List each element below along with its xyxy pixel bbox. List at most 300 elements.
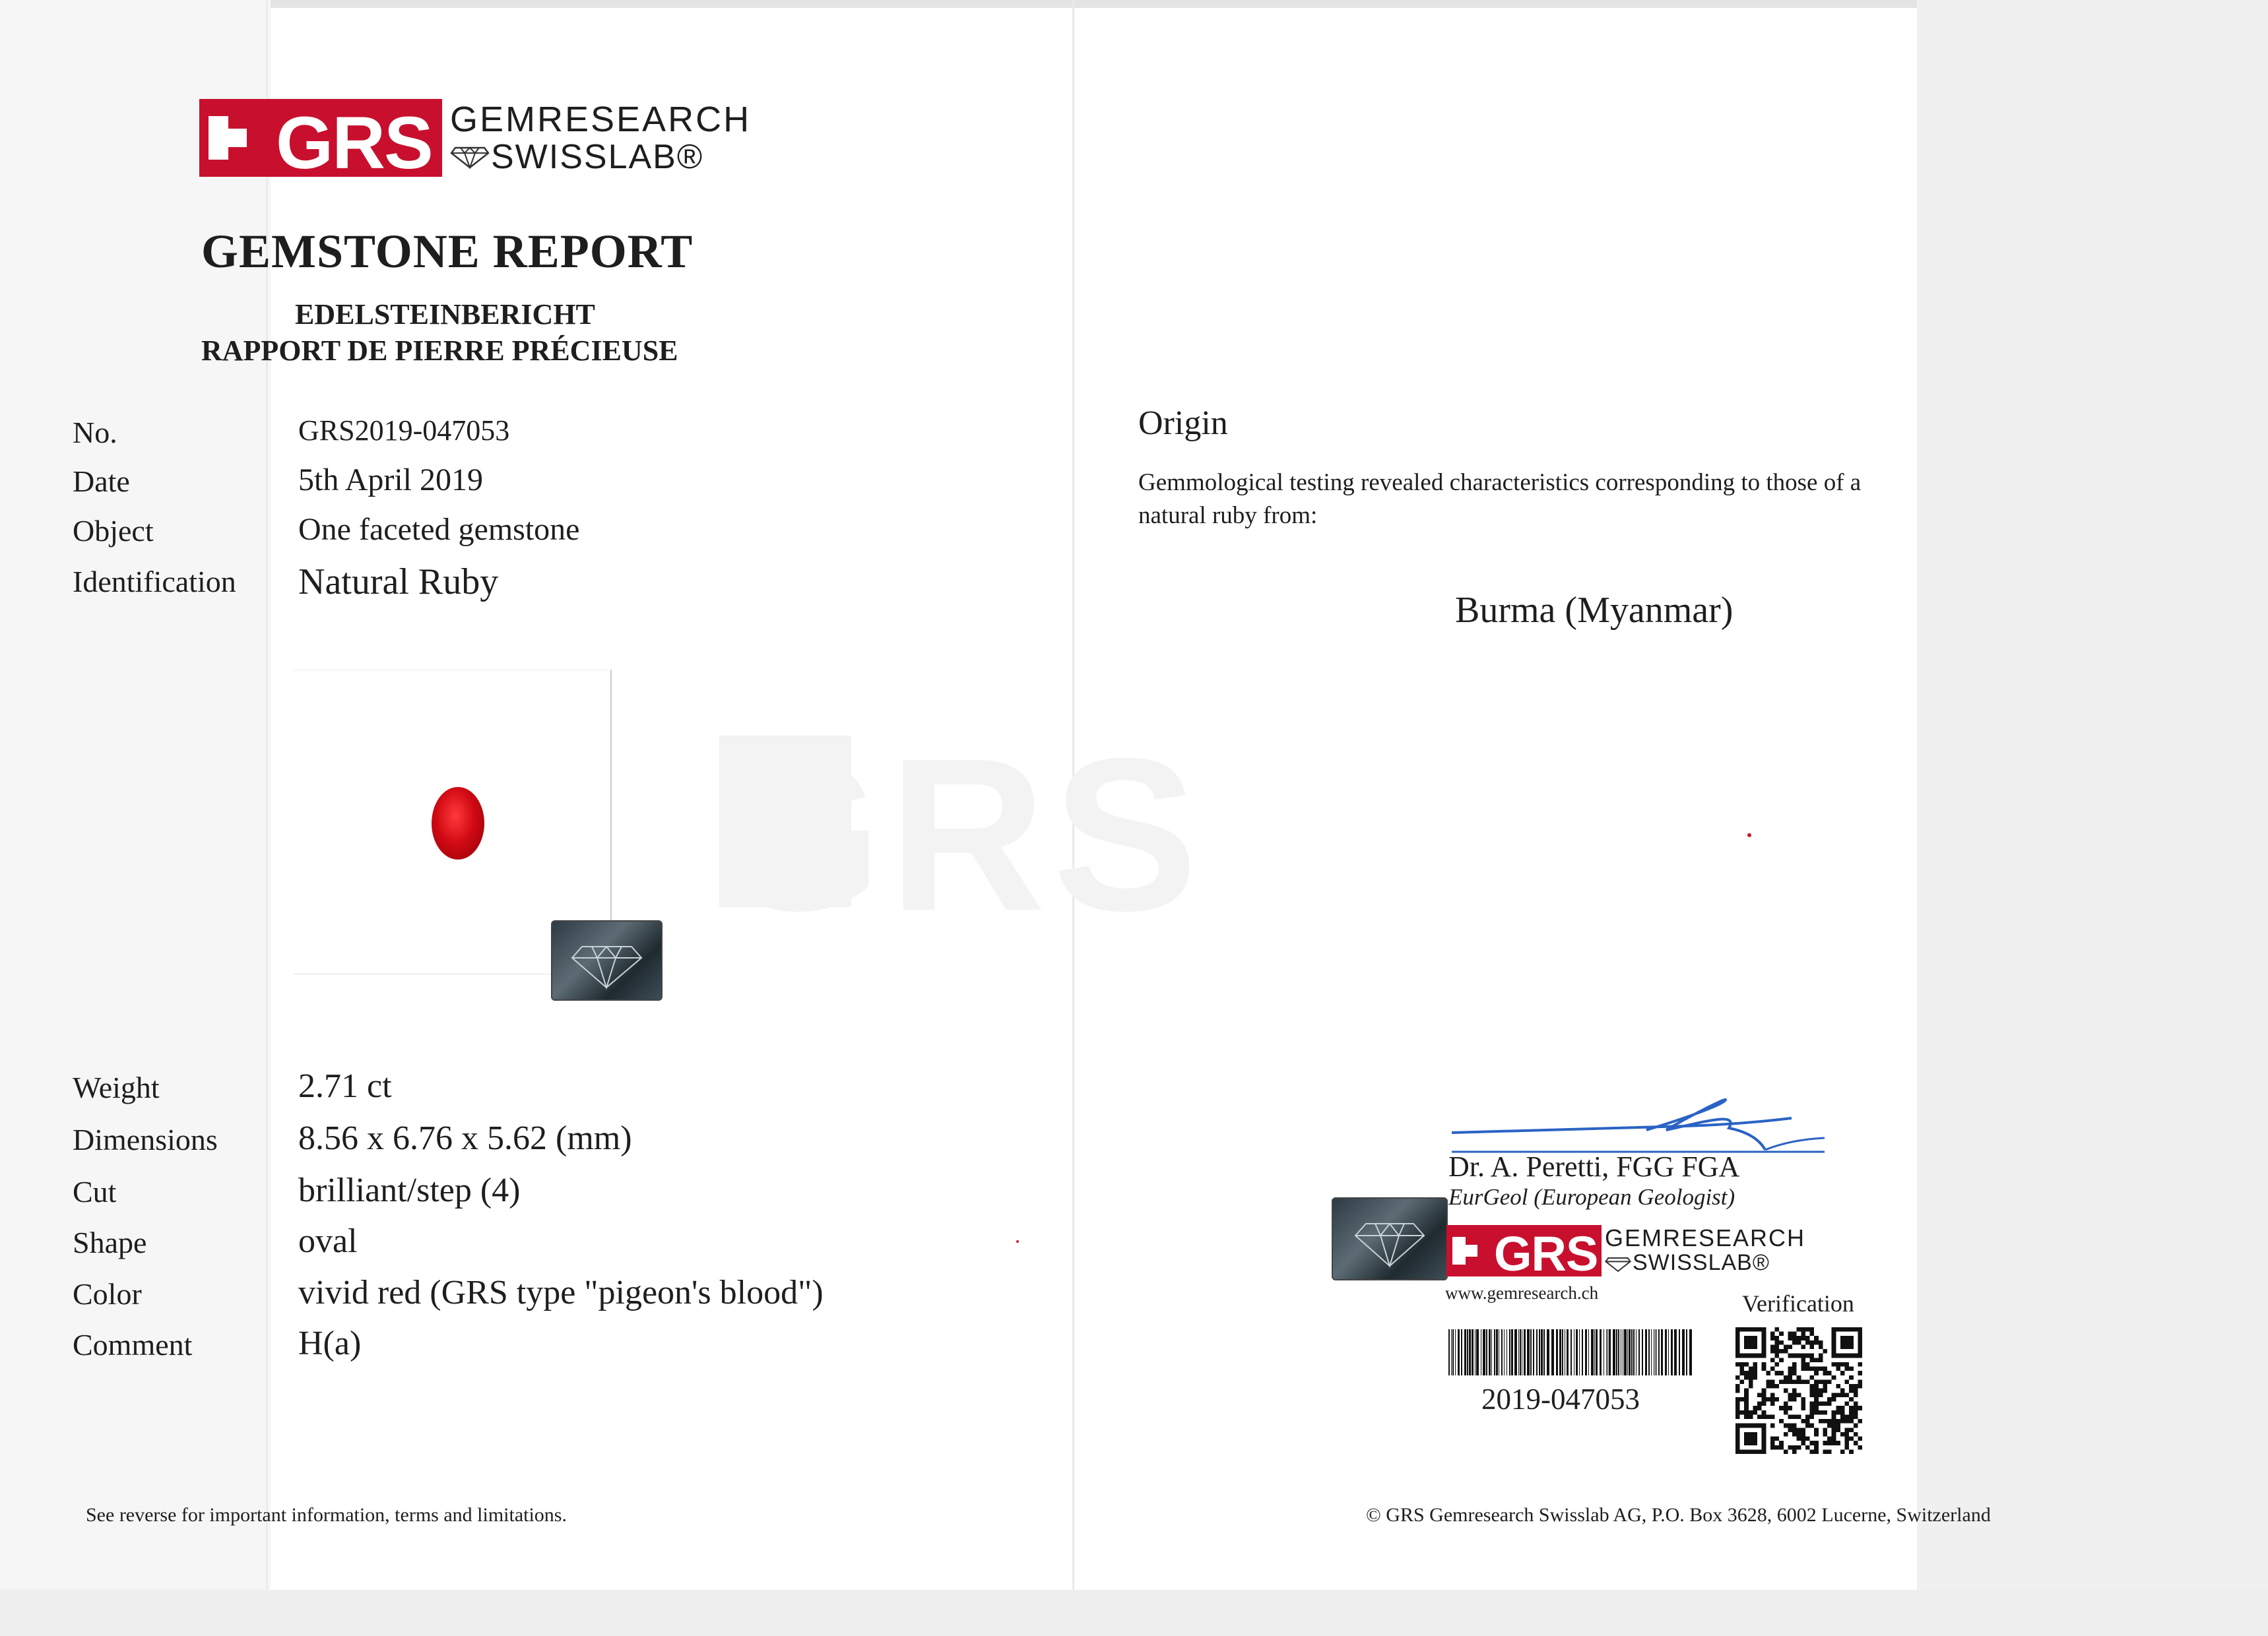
qr-module xyxy=(1858,1354,1862,1358)
qr-module xyxy=(1814,1371,1819,1375)
qr-module xyxy=(1845,1437,1850,1441)
qr-module xyxy=(1849,1449,1854,1454)
qr-module xyxy=(1797,1414,1801,1419)
qr-module xyxy=(1832,1428,1836,1432)
barcode-bar xyxy=(1631,1329,1633,1375)
qr-module xyxy=(1792,1432,1797,1437)
qr-module xyxy=(1801,1406,1805,1410)
qr-module xyxy=(1805,1379,1810,1384)
qr-module xyxy=(1792,1397,1797,1402)
qr-module xyxy=(1749,1336,1753,1340)
qr-module xyxy=(1762,1424,1766,1428)
qr-module xyxy=(1735,1424,1740,1428)
qr-module xyxy=(1823,1428,1827,1432)
diamond-icon xyxy=(1333,1199,1446,1279)
qr-module xyxy=(1762,1402,1766,1406)
barcode-bar xyxy=(1633,1329,1635,1375)
qr-module xyxy=(1740,1397,1745,1402)
qr-module xyxy=(1814,1406,1819,1410)
qr-module xyxy=(1801,1327,1805,1332)
qr-module xyxy=(1849,1397,1854,1402)
barcode-bar xyxy=(1511,1329,1513,1375)
qr-module xyxy=(1836,1384,1840,1389)
qr-module xyxy=(1740,1371,1745,1375)
qr-module xyxy=(1849,1375,1854,1380)
qr-module xyxy=(1762,1393,1766,1397)
qr-module xyxy=(1819,1354,1823,1358)
barcode-bar xyxy=(1606,1329,1607,1375)
qr-module xyxy=(1740,1367,1745,1371)
qr-module xyxy=(1849,1414,1854,1419)
qr-module xyxy=(1770,1336,1775,1340)
barcode-bar xyxy=(1607,1329,1608,1375)
qr-module xyxy=(1744,1389,1749,1393)
barcode-bar xyxy=(1624,1329,1627,1375)
qr-module xyxy=(1797,1393,1801,1397)
qr-module xyxy=(1744,1340,1749,1345)
barcode-bar xyxy=(1594,1329,1595,1375)
qr-module xyxy=(1784,1402,1788,1406)
qr-module xyxy=(1805,1336,1810,1340)
qr-module xyxy=(1801,1419,1805,1424)
swiss-cross-bar xyxy=(209,129,247,147)
property-value: brilliant/step (4) xyxy=(298,1172,521,1209)
barcode-bar xyxy=(1483,1329,1485,1375)
detail-label: Date xyxy=(73,464,130,498)
qr-module xyxy=(1805,1437,1810,1441)
qr-module xyxy=(1770,1379,1775,1384)
origin-heading: Origin xyxy=(1138,404,1228,442)
qr-module xyxy=(1744,1402,1749,1406)
barcode-bar xyxy=(1627,1329,1628,1375)
qr-module xyxy=(1819,1379,1823,1384)
barcode-bar xyxy=(1451,1329,1452,1375)
qr-module xyxy=(1832,1393,1836,1397)
qr-module xyxy=(1858,1445,1862,1450)
barcode-bar xyxy=(1616,1329,1617,1375)
qr-module xyxy=(1845,1379,1850,1384)
qr-module xyxy=(1775,1397,1780,1402)
qr-module xyxy=(1823,1402,1827,1406)
qr-module xyxy=(1744,1406,1749,1410)
qr-module xyxy=(1836,1362,1840,1367)
qr-module xyxy=(1845,1367,1850,1371)
qr-module xyxy=(1845,1344,1850,1349)
qr-module xyxy=(1814,1428,1819,1432)
qr-module xyxy=(1823,1349,1827,1354)
qr-module xyxy=(1770,1402,1775,1406)
qr-module xyxy=(1805,1362,1810,1367)
property-label: Comment xyxy=(73,1328,193,1362)
qr-module xyxy=(1735,1445,1740,1450)
qr-module xyxy=(1779,1340,1784,1345)
property-value: H(a) xyxy=(298,1325,362,1362)
qr-module xyxy=(1814,1402,1819,1406)
qr-module xyxy=(1849,1367,1854,1371)
qr-module xyxy=(1814,1358,1819,1362)
barcode-bar xyxy=(1674,1329,1677,1375)
qr-module xyxy=(1854,1410,1858,1415)
qr-module xyxy=(1827,1379,1832,1384)
qr-module xyxy=(1832,1424,1836,1428)
qr-module xyxy=(1744,1437,1749,1441)
grs-logo xyxy=(199,99,752,184)
qr-module xyxy=(1849,1340,1854,1345)
qr-module xyxy=(1801,1397,1805,1402)
qr-module xyxy=(1770,1397,1775,1402)
grs-logo-text: GRS xyxy=(1494,1226,1598,1281)
paper-right-strip xyxy=(1917,0,2268,1636)
barcode-bar xyxy=(1551,1329,1554,1375)
barcode-bar xyxy=(1576,1329,1578,1375)
qr-module xyxy=(1797,1379,1801,1384)
qr-module xyxy=(1792,1362,1797,1367)
barcode-bar xyxy=(1645,1329,1647,1375)
qr-module xyxy=(1801,1344,1805,1349)
qr-module xyxy=(1801,1379,1805,1384)
qr-module xyxy=(1770,1445,1775,1450)
qr-module xyxy=(1762,1389,1766,1393)
qr-module xyxy=(1735,1344,1740,1349)
qr-module xyxy=(1858,1332,1862,1337)
qr-module xyxy=(1762,1327,1766,1332)
qr-module xyxy=(1858,1379,1862,1384)
barcode-bar xyxy=(1689,1329,1692,1375)
barcode xyxy=(1448,1329,1693,1375)
barcode-bar xyxy=(1543,1329,1545,1375)
property-label: Color xyxy=(73,1277,142,1311)
qr-module xyxy=(1814,1449,1819,1454)
qr-module xyxy=(1784,1389,1788,1393)
qr-module xyxy=(1753,1362,1757,1367)
qr-module xyxy=(1775,1362,1780,1367)
qr-module xyxy=(1779,1445,1784,1450)
qr-module xyxy=(1805,1445,1810,1450)
qr-module xyxy=(1779,1358,1784,1362)
qr-module xyxy=(1845,1393,1850,1397)
qr-module xyxy=(1823,1441,1827,1445)
qr-module xyxy=(1762,1367,1766,1371)
qr-module xyxy=(1749,1375,1753,1380)
qr-module xyxy=(1770,1393,1775,1397)
qr-module xyxy=(1735,1432,1740,1437)
qr-module xyxy=(1797,1437,1801,1441)
qr-module xyxy=(1762,1449,1766,1454)
qr-module xyxy=(1858,1362,1862,1367)
qr-module xyxy=(1832,1414,1836,1419)
qr-module xyxy=(1840,1362,1845,1367)
barcode-bar xyxy=(1461,1329,1462,1375)
qr-module xyxy=(1832,1432,1836,1437)
qr-module xyxy=(1840,1432,1845,1437)
diamond-icon xyxy=(552,922,661,999)
qr-module xyxy=(1753,1441,1757,1445)
qr-module xyxy=(1819,1410,1823,1415)
qr-module xyxy=(1753,1327,1757,1332)
qr-module xyxy=(1832,1344,1836,1349)
qr-module xyxy=(1744,1371,1749,1375)
qr-module xyxy=(1801,1402,1805,1406)
qr-module xyxy=(1823,1379,1827,1384)
qr-module xyxy=(1775,1344,1780,1349)
qr-module xyxy=(1845,1327,1850,1332)
qr-module xyxy=(1792,1414,1797,1419)
barcode-bar xyxy=(1618,1329,1619,1375)
qr-module xyxy=(1832,1397,1836,1402)
qr-module xyxy=(1788,1379,1792,1384)
qr-module xyxy=(1854,1354,1858,1358)
qr-module xyxy=(1757,1414,1762,1419)
qr-module xyxy=(1775,1445,1780,1450)
detail-label: Identification xyxy=(73,565,236,598)
qr-module xyxy=(1832,1349,1836,1354)
qr-module xyxy=(1849,1344,1854,1349)
qr-module xyxy=(1779,1349,1784,1354)
qr-module xyxy=(1753,1410,1757,1415)
qr-module xyxy=(1814,1393,1819,1397)
qr-module xyxy=(1819,1402,1823,1406)
qr-module xyxy=(1749,1414,1753,1419)
qr-module xyxy=(1801,1428,1805,1432)
qr-module xyxy=(1770,1367,1775,1371)
qr-module xyxy=(1766,1379,1770,1384)
qr-module xyxy=(1788,1344,1792,1349)
qr-module xyxy=(1827,1397,1832,1402)
qr-module xyxy=(1801,1336,1805,1340)
qr-module xyxy=(1810,1424,1815,1428)
barcode-bar xyxy=(1591,1329,1594,1375)
qr-module xyxy=(1735,1327,1740,1332)
qr-module xyxy=(1832,1441,1836,1445)
qr-module xyxy=(1744,1441,1749,1445)
qr-module xyxy=(1749,1449,1753,1454)
hologram-seal xyxy=(1332,1197,1448,1280)
qr-module xyxy=(1735,1349,1740,1354)
qr-module xyxy=(1849,1410,1854,1415)
qr-module xyxy=(1797,1327,1801,1332)
qr-module xyxy=(1792,1336,1797,1340)
grs-logo-mark xyxy=(1446,1225,1602,1281)
qr-module xyxy=(1753,1424,1757,1428)
barcode-bar xyxy=(1629,1329,1631,1375)
qr-module xyxy=(1836,1428,1840,1432)
qr-module xyxy=(1840,1419,1845,1424)
qr-module xyxy=(1735,1437,1740,1441)
barcode-bar xyxy=(1679,1329,1680,1375)
diamond-icon xyxy=(1605,1254,1631,1273)
qr-module xyxy=(1779,1406,1784,1410)
qr-module xyxy=(1814,1397,1819,1402)
qr-module xyxy=(1735,1428,1740,1432)
qr-module xyxy=(1749,1441,1753,1445)
qr-module xyxy=(1801,1332,1805,1337)
detail-value: Natural Ruby xyxy=(298,561,499,602)
qr-module xyxy=(1770,1349,1775,1354)
hologram-seal xyxy=(551,920,663,1001)
logo-name-line2: SWISSLAB® xyxy=(1633,1250,1770,1275)
qr-module xyxy=(1744,1414,1749,1419)
qr-module xyxy=(1788,1406,1792,1410)
barcode-bar xyxy=(1491,1329,1492,1375)
qr-module xyxy=(1805,1414,1810,1419)
qr-module xyxy=(1858,1327,1862,1332)
barcode-bar xyxy=(1562,1329,1563,1375)
qr-module xyxy=(1744,1362,1749,1367)
qr-module xyxy=(1744,1336,1749,1340)
detail-value: GRS2019-047053 xyxy=(298,414,510,447)
qr-module xyxy=(1749,1410,1753,1415)
qr-module xyxy=(1819,1340,1823,1345)
qr-module xyxy=(1744,1344,1749,1349)
qr-module xyxy=(1749,1432,1753,1437)
qr-module xyxy=(1832,1354,1836,1358)
qr-module xyxy=(1840,1410,1845,1415)
qr-module xyxy=(1740,1449,1745,1454)
qr-module xyxy=(1762,1410,1766,1415)
qr-module xyxy=(1801,1367,1805,1371)
qr-module xyxy=(1840,1449,1845,1454)
qr-module xyxy=(1840,1371,1845,1375)
property-label: Shape xyxy=(73,1226,147,1259)
qr-module xyxy=(1775,1384,1780,1389)
diamond-icon xyxy=(450,142,490,169)
barcode-bar xyxy=(1585,1329,1587,1375)
qr-module xyxy=(1810,1332,1815,1337)
qr-module xyxy=(1858,1419,1862,1424)
qr-module xyxy=(1797,1432,1801,1437)
qr-module xyxy=(1735,1414,1740,1419)
qr-module xyxy=(1762,1344,1766,1349)
qr-module xyxy=(1770,1437,1775,1441)
qr-module xyxy=(1784,1406,1788,1410)
qr-module xyxy=(1858,1336,1862,1340)
qr-module xyxy=(1840,1406,1845,1410)
qr-module xyxy=(1762,1414,1766,1419)
origin-text: Gemmological testing revealed characteristics corresponding to those of a natural ruby from: xyxy=(1138,469,1862,529)
qr-module xyxy=(1823,1367,1827,1371)
qr-module xyxy=(1775,1437,1780,1441)
verification-label: Verification xyxy=(1742,1290,1854,1317)
qr-code[interactable] xyxy=(1735,1327,1862,1454)
qr-module xyxy=(1784,1449,1788,1454)
qr-module xyxy=(1735,1406,1740,1410)
qr-module xyxy=(1744,1393,1749,1397)
barcode-bar xyxy=(1686,1329,1687,1375)
barcode-bar xyxy=(1671,1329,1673,1375)
qr-module xyxy=(1827,1449,1832,1454)
qr-module xyxy=(1849,1419,1854,1424)
qr-module xyxy=(1775,1371,1780,1375)
qr-module xyxy=(1819,1344,1823,1349)
qr-module xyxy=(1792,1379,1797,1384)
qr-module xyxy=(1753,1354,1757,1358)
qr-module xyxy=(1788,1367,1792,1371)
qr-module xyxy=(1840,1340,1845,1345)
qr-module xyxy=(1858,1344,1862,1349)
qr-module xyxy=(1827,1371,1832,1375)
qr-module xyxy=(1810,1441,1815,1445)
qr-module xyxy=(1753,1432,1757,1437)
footer-copyright: © GRS Gemresearch Swisslab AG, P.O. Box 3628, 6002 Lucerne, Switzerland xyxy=(1366,1504,1991,1526)
barcode-bar xyxy=(1524,1329,1526,1375)
qr-module xyxy=(1753,1371,1757,1375)
qr-module xyxy=(1840,1393,1845,1397)
signature xyxy=(1448,1092,1831,1154)
qr-module xyxy=(1836,1424,1840,1428)
barcode-bar xyxy=(1609,1329,1611,1375)
qr-module xyxy=(1823,1432,1827,1437)
qr-module xyxy=(1827,1419,1832,1424)
qr-module xyxy=(1735,1384,1740,1389)
signatory-title: EurGeol (European Geologist) xyxy=(1448,1184,1735,1210)
property-value: vivid red (GRS type "pigeon's blood") xyxy=(298,1274,824,1311)
barcode-bar xyxy=(1455,1329,1456,1375)
qr-module xyxy=(1810,1402,1815,1406)
property-value: 8.56 x 6.76 x 5.62 (mm) xyxy=(298,1119,632,1157)
qr-module xyxy=(1753,1437,1757,1441)
qr-module xyxy=(1744,1424,1749,1428)
qr-module xyxy=(1827,1424,1832,1428)
qr-module xyxy=(1757,1327,1762,1332)
signatory-name: Dr. A. Peretti, FGG FGA xyxy=(1448,1150,1740,1183)
qr-module xyxy=(1797,1428,1801,1432)
qr-module xyxy=(1749,1354,1753,1358)
barcode-bar xyxy=(1509,1329,1510,1375)
barcode-bar xyxy=(1661,1329,1663,1375)
qr-module xyxy=(1801,1441,1805,1445)
barcode-bar xyxy=(1588,1329,1589,1375)
qr-module xyxy=(1832,1437,1836,1441)
qr-module xyxy=(1792,1367,1797,1371)
qr-module xyxy=(1788,1445,1792,1450)
qr-module xyxy=(1805,1424,1810,1428)
swiss-cross-bar xyxy=(1452,1245,1477,1257)
qr-module xyxy=(1775,1327,1780,1332)
qr-module xyxy=(1735,1389,1740,1393)
qr-module xyxy=(1805,1367,1810,1371)
barcode-bar xyxy=(1682,1329,1685,1375)
qr-module xyxy=(1814,1445,1819,1450)
qr-module xyxy=(1819,1393,1823,1397)
barcode-bar xyxy=(1501,1329,1503,1375)
website-link[interactable]: www.gemresearch.ch xyxy=(1445,1283,1599,1303)
qr-module xyxy=(1814,1367,1819,1371)
qr-module xyxy=(1797,1375,1801,1380)
qr-module xyxy=(1836,1410,1840,1415)
barcode-bar xyxy=(1533,1329,1534,1375)
qr-module xyxy=(1770,1441,1775,1445)
qr-module xyxy=(1740,1354,1745,1358)
qr-module xyxy=(1801,1432,1805,1437)
qr-module xyxy=(1749,1344,1753,1349)
qr-module xyxy=(1792,1449,1797,1454)
qr-module xyxy=(1840,1389,1845,1393)
qr-module xyxy=(1735,1441,1740,1445)
qr-module xyxy=(1849,1354,1854,1358)
barcode-bar xyxy=(1559,1329,1561,1375)
qr-module xyxy=(1823,1389,1827,1393)
qr-module xyxy=(1779,1332,1784,1337)
qr-module xyxy=(1801,1362,1805,1367)
barcode-bar xyxy=(1665,1329,1667,1375)
qr-module xyxy=(1854,1393,1858,1397)
qr-module xyxy=(1779,1441,1784,1445)
qr-module xyxy=(1849,1389,1854,1393)
qr-module xyxy=(1757,1406,1762,1410)
barcode-bar xyxy=(1582,1329,1583,1375)
barcode-bar xyxy=(1464,1329,1466,1375)
qr-module xyxy=(1836,1327,1840,1332)
